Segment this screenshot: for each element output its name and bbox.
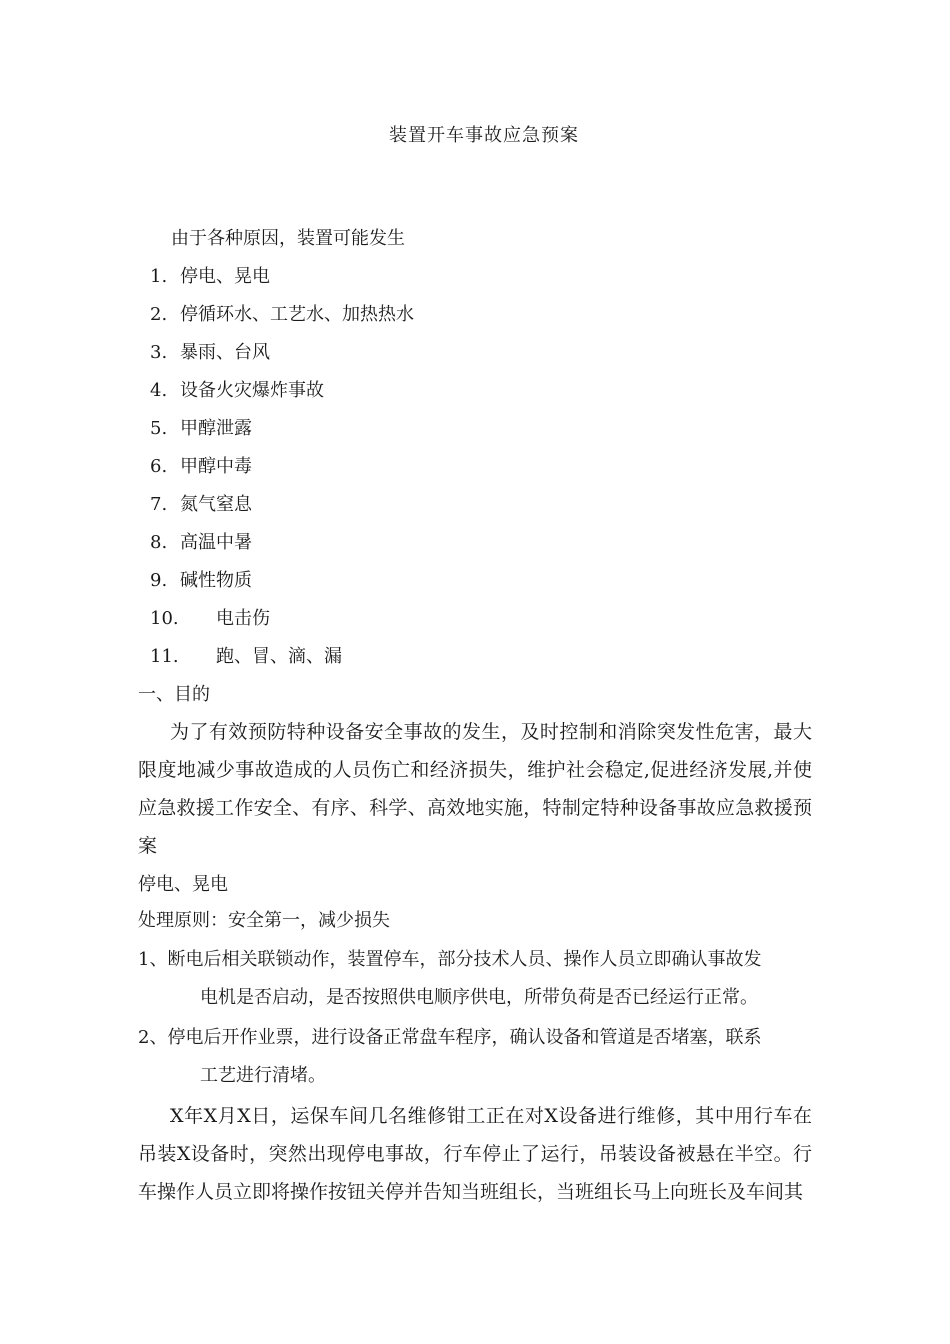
- case-paragraph: X年X月X日，运保车间几名维修钳工正在对X设备进行维修，其中用行车在吊装X设备时，突然出现停电事故，行车停止了运行，吊装设备被悬在半空。行车操作人员立即将操作按钮关停并告知当班组长，当班组长马上向班长及车间其: [138, 1105, 812, 1203]
- list-item: [150, 379, 324, 403]
- list-number: 11.: [150, 646, 179, 667]
- step-number: 2、: [138, 1027, 168, 1048]
- list-text: 停循环水、工艺水、加热热水: [180, 304, 414, 325]
- intro-text: 由于各种原因，装置可能发生: [171, 228, 405, 249]
- list-text: 碱性物质: [180, 570, 252, 591]
- list-text: 电击伤: [216, 608, 270, 629]
- list-number: 7.: [150, 494, 168, 515]
- list-item: [150, 607, 270, 631]
- list-item: [150, 531, 252, 555]
- list-item: [150, 455, 252, 479]
- list-text: 氮气窒息: [180, 494, 252, 515]
- list-number: 2.: [150, 304, 168, 325]
- list-text: 甲醇泄露: [180, 418, 252, 439]
- list-item: [150, 417, 252, 441]
- step-item: [138, 1019, 812, 1095]
- list-number: 8.: [150, 532, 168, 553]
- list-number: 1.: [150, 266, 168, 287]
- list-number: 9.: [150, 570, 168, 591]
- step-line-1: 断电后相关联锁动作，装置停车，部分技术人员、操作人员立即确认事故发: [167, 949, 762, 970]
- list-number: 4.: [150, 380, 168, 401]
- step-item: [138, 941, 812, 1017]
- list-item: [150, 569, 252, 593]
- list-text: 跑、冒、滴、漏: [216, 646, 342, 667]
- list-item: [150, 303, 414, 327]
- list-item: [150, 341, 270, 365]
- purpose-paragraph: 为了有效预防特种设备安全事故的发生，及时控制和消除突发性危害，最大限度地减少事故造成的人员伤亡和经济损失，维护社会稳定,促进经济发展,并使应急救援工作安全、有序、科学、高效地实施，特制定特种设备事故应急救援预案: [138, 721, 812, 857]
- list-text: 暴雨、台风: [180, 342, 270, 363]
- list-number: 3.: [150, 342, 168, 363]
- list-item: [150, 493, 252, 517]
- section-heading: 一、目的: [138, 684, 210, 705]
- list-text: 高温中暑: [180, 532, 252, 553]
- list-text: 设备火灾爆炸事故: [180, 380, 324, 401]
- document-title: 装置开车事故应急预案: [389, 125, 579, 146]
- step-number: 1、: [138, 949, 168, 970]
- list-number: 6.: [150, 456, 168, 477]
- list-number: 5.: [150, 418, 168, 439]
- list-item: [150, 645, 342, 669]
- step-line-2: 电机是否启动，是否按照供电顺序供电，所带负荷是否已经运行正常。: [200, 987, 758, 1008]
- list-number: 10.: [150, 608, 179, 629]
- list-text: 甲醇中毒: [180, 456, 252, 477]
- step-line-1: 停电后开作业票，进行设备正常盘车程序，确认设备和管道是否堵塞，联系: [167, 1027, 762, 1048]
- list-text: 停电、晃电: [180, 266, 270, 287]
- principle-text: 处理原则：安全第一，减少损失: [138, 910, 390, 931]
- sub-heading: 停电、晃电: [138, 874, 228, 895]
- list-item: [150, 265, 270, 289]
- step-line-2: 工艺进行清堵。: [200, 1065, 326, 1086]
